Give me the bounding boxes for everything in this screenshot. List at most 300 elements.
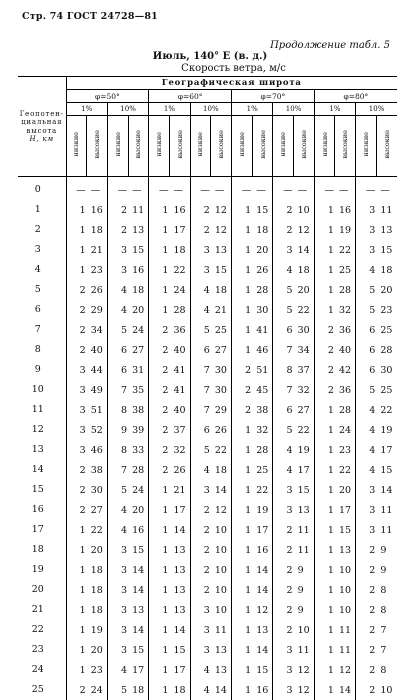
value-cell: 2 <box>149 380 170 400</box>
value-cell: 42 <box>338 364 352 376</box>
value-cell: 2 <box>66 500 87 520</box>
value-cell: 2 <box>232 360 253 380</box>
value-cell: 8 <box>380 604 387 616</box>
value-cell: 26 <box>90 284 103 296</box>
value-cell: 22 <box>338 464 352 476</box>
sub-label: низкие <box>196 131 205 157</box>
value-cell: 2 <box>273 220 294 240</box>
value-cell: 12 <box>214 224 227 236</box>
altitude-cell: 16 <box>31 504 44 515</box>
value-cell: 7 <box>190 400 211 420</box>
value-cell: 23 <box>380 304 393 316</box>
value-cell: 1 <box>314 560 335 580</box>
value-cell: 6 <box>190 340 211 360</box>
value-cell: 13 <box>256 624 269 636</box>
value-cell: 19 <box>380 424 393 436</box>
value-cell: 1 <box>149 620 170 640</box>
value-cell: 37 <box>297 364 310 376</box>
value-cell: 15 <box>256 664 269 676</box>
table-row <box>18 320 397 340</box>
value-cell: 6 <box>107 360 128 380</box>
wind-speed-label: Скорость ветра, м/с <box>181 63 286 74</box>
value-cell: 1 <box>314 260 335 280</box>
value-cell: 2 <box>232 380 253 400</box>
value-cell: 27 <box>297 404 310 416</box>
value-cell: 27 <box>214 344 227 356</box>
value-cell: 3 <box>107 260 128 280</box>
value-cell: 13 <box>380 224 393 236</box>
value-cell: 20 <box>90 544 103 556</box>
value-cell: — <box>314 177 335 201</box>
value-cell: 16 <box>132 524 145 536</box>
value-cell: 11 <box>297 524 310 536</box>
value-cell: 9 <box>297 584 304 596</box>
table-row <box>18 680 397 700</box>
value-cell: 4 <box>107 280 128 300</box>
value-cell: 22 <box>256 484 269 496</box>
table-row <box>18 620 397 640</box>
value-cell: 1 <box>232 640 253 660</box>
value-cell: 2 <box>149 320 170 340</box>
value-cell: 1 <box>66 240 87 260</box>
value-cell: 1 <box>66 540 87 560</box>
altitude-cell: 8 <box>34 344 41 355</box>
value-cell: 5 <box>356 380 377 400</box>
value-cell: 18 <box>214 284 227 296</box>
value-cell: 1 <box>232 520 253 540</box>
value-cell: 26 <box>173 464 186 476</box>
value-cell: 6 <box>356 320 377 340</box>
altitude-cell: 19 <box>31 564 44 575</box>
value-cell: 2 <box>273 540 294 560</box>
value-cell: 10 <box>214 524 227 536</box>
value-cell: 1 <box>149 520 170 540</box>
value-cell: 2 <box>356 680 377 700</box>
altitude-cell: 17 <box>31 524 44 535</box>
value-cell: 28 <box>132 464 145 476</box>
value-cell: 16 <box>256 544 269 556</box>
value-cell: 28 <box>256 284 269 296</box>
value-cell: 1 <box>66 520 87 540</box>
table-row <box>18 340 397 360</box>
value-cell: 21 <box>214 304 227 316</box>
value-cell: 41 <box>173 364 186 376</box>
value-cell: — <box>256 184 266 196</box>
value-cell: 2 <box>356 540 377 560</box>
value-cell: 14 <box>297 244 310 256</box>
percent-header: 10% <box>356 103 397 116</box>
value-cell: 9 <box>380 564 387 576</box>
value-cell: 1 <box>232 540 253 560</box>
value-cell: 3 <box>356 220 377 240</box>
value-cell: 41 <box>173 384 186 396</box>
value-cell: 6 <box>273 320 294 340</box>
altitude-cell: 10 <box>31 384 44 395</box>
value-cell: 14 <box>214 684 227 696</box>
value-cell: 30 <box>214 384 227 396</box>
value-cell: 7 <box>273 340 294 360</box>
value-cell: 7 <box>380 644 387 656</box>
value-cell: 11 <box>380 204 393 216</box>
value-cell: 5 <box>273 300 294 320</box>
altitude-cell: 23 <box>31 644 44 655</box>
value-cell: 1 <box>314 540 335 560</box>
table-row <box>18 360 397 380</box>
value-cell: 1 <box>232 260 253 280</box>
value-cell: 24 <box>338 424 352 436</box>
value-cell: 3 <box>107 240 128 260</box>
value-cell: 1 <box>314 400 335 420</box>
value-cell: 14 <box>132 564 145 576</box>
value-cell: 3 <box>107 540 128 560</box>
table-row <box>18 540 397 560</box>
sub-label: низкие <box>155 131 164 157</box>
high-column-header <box>335 116 356 177</box>
sub-label: низкие <box>237 131 246 157</box>
value-cell: 13 <box>132 224 145 236</box>
altitude-cell: 0 <box>34 184 41 195</box>
latitude-header: φ=80° <box>314 90 397 103</box>
value-cell: 16 <box>173 204 186 216</box>
value-cell: 2 <box>314 340 335 360</box>
value-cell: 1 <box>232 240 253 260</box>
value-cell: 18 <box>132 284 145 296</box>
value-cell: 28 <box>173 304 186 316</box>
value-cell: 22 <box>338 244 352 256</box>
value-cell: 15 <box>132 544 145 556</box>
value-cell: 21 <box>90 244 103 256</box>
value-cell: 4 <box>356 400 377 420</box>
value-cell: 32 <box>173 444 186 456</box>
value-cell: 1 <box>149 540 170 560</box>
value-cell: 19 <box>297 444 310 456</box>
value-cell: 22 <box>173 264 186 276</box>
value-cell: 16 <box>338 204 352 216</box>
value-cell: 20 <box>132 504 145 516</box>
value-cell: 13 <box>214 244 227 256</box>
table-row <box>18 420 397 440</box>
value-cell: 45 <box>256 384 269 396</box>
value-cell: 1 <box>314 200 335 220</box>
value-cell: 2 <box>149 360 170 380</box>
continuation-note: Продолжение табл. 5 <box>270 40 390 51</box>
percent-header: 10% <box>273 103 314 116</box>
value-cell: 1 <box>314 580 335 600</box>
value-cell: 2 <box>149 460 170 480</box>
value-cell: 30 <box>256 304 269 316</box>
value-cell: 2 <box>107 220 128 240</box>
value-cell: 3 <box>356 240 377 260</box>
value-cell: 29 <box>90 304 103 316</box>
value-cell: 12 <box>214 504 227 516</box>
value-cell: 8 <box>380 584 387 596</box>
value-cell: 1 <box>314 300 335 320</box>
value-cell: 2 <box>314 380 335 400</box>
value-cell: 40 <box>338 344 352 356</box>
value-cell: 32 <box>297 384 310 396</box>
value-cell: 13 <box>132 604 145 616</box>
value-cell: 1 <box>66 200 87 220</box>
value-cell: 3 <box>273 660 294 680</box>
value-cell: 3 <box>356 500 377 520</box>
value-cell: 7 <box>190 360 211 380</box>
value-cell: 5 <box>190 440 211 460</box>
value-cell: 14 <box>173 624 186 636</box>
value-cell: 41 <box>256 324 269 336</box>
value-cell: 3 <box>356 480 377 500</box>
table-row <box>18 177 397 201</box>
value-cell: 4 <box>190 460 211 480</box>
value-cell: 23 <box>90 264 103 276</box>
value-cell: 4 <box>190 300 211 320</box>
value-cell: 10 <box>297 624 310 636</box>
value-cell: 1 <box>149 560 170 580</box>
value-cell: 25 <box>380 384 393 396</box>
value-cell: 13 <box>338 544 352 556</box>
value-cell: 26 <box>256 264 269 276</box>
value-cell: 8 <box>107 440 128 460</box>
value-cell: 14 <box>173 524 186 536</box>
value-cell: 5 <box>107 680 128 700</box>
value-cell: 11 <box>338 624 352 636</box>
value-cell: 2 <box>356 660 377 680</box>
value-cell: 13 <box>173 584 186 596</box>
value-cell: — <box>190 177 211 201</box>
value-cell: 1 <box>232 460 253 480</box>
value-cell: 11 <box>380 524 393 536</box>
sub-label: низкие <box>279 131 288 157</box>
value-cell: 12 <box>297 664 310 676</box>
value-cell: 38 <box>256 404 269 416</box>
value-cell: 1 <box>149 220 170 240</box>
sub-label: высокие <box>258 129 267 159</box>
value-cell: 1 <box>149 260 170 280</box>
value-cell: 31 <box>132 364 145 376</box>
value-cell: 4 <box>107 520 128 540</box>
row-header-line: H, км <box>29 135 55 143</box>
value-cell: 18 <box>173 244 186 256</box>
value-cell: 2 <box>273 620 294 640</box>
value-cell: 2 <box>190 200 211 220</box>
table-row <box>18 260 397 280</box>
value-cell: 25 <box>214 324 227 336</box>
value-cell: 16 <box>132 264 145 276</box>
value-cell: 10 <box>380 684 393 696</box>
value-cell: 49 <box>90 384 103 396</box>
value-cell: 4 <box>190 660 211 680</box>
high-column-header <box>169 116 190 177</box>
value-cell: — <box>173 184 183 196</box>
value-cell: 1 <box>149 660 170 680</box>
table-row <box>18 280 397 300</box>
value-cell: 2 <box>107 200 128 220</box>
value-cell: — <box>90 184 101 196</box>
table-row <box>18 660 397 680</box>
value-cell: 11 <box>297 544 310 556</box>
value-cell: 18 <box>132 684 145 696</box>
low-column-header <box>273 116 294 177</box>
value-cell: 44 <box>90 364 103 376</box>
value-cell: 1 <box>149 300 170 320</box>
value-cell: 20 <box>338 484 352 496</box>
value-cell: 4 <box>107 500 128 520</box>
value-cell: 15 <box>173 644 186 656</box>
value-cell: 28 <box>338 284 352 296</box>
value-cell: 37 <box>173 424 186 436</box>
row-header-line: высота <box>26 126 57 135</box>
value-cell: 11 <box>132 204 145 216</box>
row-header-cell <box>18 77 66 177</box>
value-cell: 30 <box>214 364 227 376</box>
value-cell: 15 <box>256 204 269 216</box>
value-cell: 34 <box>297 344 310 356</box>
value-cell: 29 <box>214 404 227 416</box>
value-cell: 25 <box>380 324 393 336</box>
value-cell: 3 <box>190 620 211 640</box>
altitude-cell: 7 <box>34 324 41 335</box>
value-cell: 25 <box>338 264 352 276</box>
value-cell: 5 <box>107 480 128 500</box>
sub-label: высокие <box>134 129 143 159</box>
value-cell: 1 <box>314 440 335 460</box>
value-cell: 1 <box>232 280 253 300</box>
value-cell: 8 <box>380 664 387 676</box>
value-cell: 5 <box>273 420 294 440</box>
value-cell: 2 <box>273 560 294 580</box>
value-cell: 13 <box>297 504 310 516</box>
value-cell: — <box>356 177 377 201</box>
table-row <box>18 300 397 320</box>
value-cell: 1 <box>66 600 87 620</box>
value-cell: 10 <box>214 544 227 556</box>
value-cell: 14 <box>256 584 269 596</box>
value-cell: 6 <box>190 420 211 440</box>
value-cell: 28 <box>256 444 269 456</box>
value-cell: 2 <box>356 580 377 600</box>
value-cell: 10 <box>297 204 310 216</box>
value-cell: 3 <box>107 620 128 640</box>
value-cell: 2 <box>273 600 294 620</box>
percent-header: 1% <box>232 103 273 116</box>
value-cell: 8 <box>107 400 128 420</box>
value-cell: 1 <box>149 480 170 500</box>
value-cell: 15 <box>380 244 393 256</box>
altitude-cell: 15 <box>31 484 44 495</box>
value-cell: 2 <box>273 580 294 600</box>
altitude-cell: 21 <box>31 604 44 615</box>
value-cell: 12 <box>297 684 310 696</box>
value-cell: 1 <box>232 580 253 600</box>
value-cell: 7 <box>107 460 128 480</box>
value-cell: 18 <box>256 224 269 236</box>
page-reference: Стр. 74 ГОСТ 24728—81 <box>22 11 158 22</box>
value-cell: 4 <box>107 300 128 320</box>
value-cell: 4 <box>190 280 211 300</box>
percent-header: 1% <box>149 103 190 116</box>
value-cell: 18 <box>90 564 103 576</box>
value-cell: — <box>66 177 87 201</box>
value-cell: 1 <box>314 240 335 260</box>
value-cell: 10 <box>214 604 227 616</box>
value-cell: 1 <box>314 640 335 660</box>
value-cell: 1 <box>232 560 253 580</box>
value-cell: 1 <box>66 640 87 660</box>
value-cell: 28 <box>338 404 352 416</box>
value-cell: 2 <box>66 680 87 700</box>
altitude-cell: 6 <box>34 304 41 315</box>
low-column-header <box>356 116 377 177</box>
value-cell: 39 <box>132 424 145 436</box>
geo-latitude-header: Географическая широта <box>66 77 397 90</box>
value-cell: 2 <box>356 560 377 580</box>
value-cell: — <box>297 184 308 196</box>
value-cell: 3 <box>107 600 128 620</box>
sub-label: высокие <box>299 129 308 159</box>
value-cell: 40 <box>173 404 186 416</box>
high-column-header <box>87 116 108 177</box>
table-subtitle: Июль, 140° E (в. д.) <box>152 51 268 62</box>
value-cell: — <box>338 184 349 196</box>
value-cell: 2 <box>273 520 294 540</box>
value-cell: 1 <box>232 300 253 320</box>
value-cell: 10 <box>338 564 352 576</box>
value-cell: 38 <box>90 464 103 476</box>
sub-label: высокие <box>382 129 391 159</box>
value-cell: 18 <box>90 604 103 616</box>
value-cell: 40 <box>173 344 186 356</box>
value-cell: 3 <box>66 420 87 440</box>
value-cell: 27 <box>90 504 103 516</box>
value-cell: 1 <box>232 660 253 680</box>
value-cell: 1 <box>149 200 170 220</box>
value-cell: 30 <box>380 364 393 376</box>
value-cell: 19 <box>90 624 103 636</box>
table-row <box>18 380 397 400</box>
value-cell: 3 <box>356 520 377 540</box>
value-cell: 1 <box>232 340 253 360</box>
value-cell: 1 <box>314 660 335 680</box>
value-cell: 46 <box>256 344 269 356</box>
value-cell: 4 <box>273 440 294 460</box>
value-cell: 17 <box>132 664 145 676</box>
altitude-cell: 5 <box>34 284 41 295</box>
value-cell: — <box>132 184 142 196</box>
value-cell: 14 <box>132 624 145 636</box>
value-cell: 7 <box>380 624 387 636</box>
sub-label: низкие <box>72 131 81 157</box>
value-cell: 1 <box>314 220 335 240</box>
value-cell: 19 <box>256 504 269 516</box>
table-row <box>18 460 397 480</box>
value-cell: 2 <box>356 640 377 660</box>
value-cell: 24 <box>173 284 186 296</box>
value-cell: 9 <box>107 420 128 440</box>
low-column-header <box>232 116 253 177</box>
value-cell: 3 <box>66 380 87 400</box>
value-cell: 2 <box>149 400 170 420</box>
value-cell: 19 <box>338 224 352 236</box>
value-cell: 4 <box>356 260 377 280</box>
wind-speed-table <box>18 76 397 700</box>
altitude-cell: 14 <box>31 464 44 475</box>
value-cell: 9 <box>380 544 387 556</box>
value-cell: — <box>273 177 294 201</box>
value-cell: 7 <box>273 380 294 400</box>
high-column-header <box>252 116 273 177</box>
low-column-header <box>149 116 170 177</box>
value-cell: 17 <box>256 524 269 536</box>
value-cell: 5 <box>273 280 294 300</box>
